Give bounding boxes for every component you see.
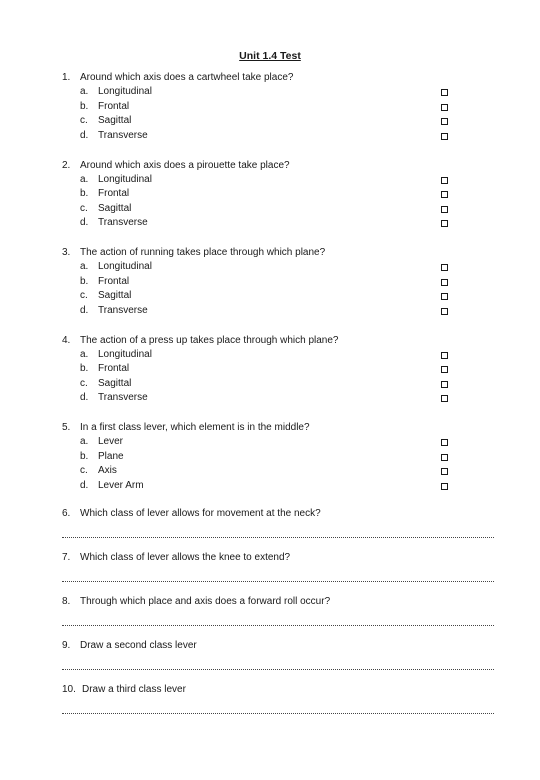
option-letter: a. <box>80 261 89 273</box>
option-letter: d. <box>80 217 89 229</box>
option-3-b <box>80 276 129 288</box>
option-letter: a. <box>80 436 89 448</box>
question-number: 6. <box>62 508 71 519</box>
option-1-a <box>80 86 152 98</box>
answer-checkbox[interactable] <box>441 177 448 184</box>
answer-checkbox[interactable] <box>441 308 448 315</box>
question-10 <box>62 684 186 696</box>
option-3-a <box>80 261 152 273</box>
option-2-d <box>80 217 148 229</box>
answer-checkbox[interactable] <box>441 191 448 198</box>
answer-checkbox[interactable] <box>441 454 448 461</box>
option-letter: b. <box>80 100 89 112</box>
answer-checkbox[interactable] <box>441 279 448 286</box>
option-label: Longitudinal <box>98 173 152 185</box>
answer-checkbox[interactable] <box>441 366 448 373</box>
option-4-d <box>80 392 148 404</box>
question-number: 4. <box>62 334 71 346</box>
option-label: Transverse <box>98 217 148 229</box>
option-label: Sagittal <box>98 202 132 214</box>
question-text: Through which place and axis does a forward roll occur? <box>80 596 331 607</box>
answer-checkbox[interactable] <box>441 133 448 140</box>
option-label: Lever Arm <box>98 479 144 491</box>
option-letter: d. <box>80 129 89 141</box>
option-label: Longitudinal <box>98 348 152 360</box>
answer-checkbox[interactable] <box>441 381 448 388</box>
option-label: Axis <box>98 465 117 477</box>
option-letter: c. <box>80 115 88 127</box>
option-letter: d. <box>80 304 89 316</box>
option-label: Frontal <box>98 275 130 287</box>
option-label: Longitudinal <box>98 86 152 98</box>
option-label: Frontal <box>98 363 130 375</box>
option-label: Sagittal <box>98 290 132 302</box>
option-letter: c. <box>80 290 88 302</box>
option-letter: b. <box>80 450 89 462</box>
option-label: Transverse <box>98 392 148 404</box>
answer-checkbox[interactable] <box>441 89 448 96</box>
option-letter: c. <box>80 202 88 214</box>
question-number: 3. <box>62 247 71 258</box>
option-2-c <box>80 203 131 215</box>
question-text: Which class of lever allows the knee to extend? <box>80 552 291 563</box>
option-letter: b. <box>80 363 89 375</box>
option-3-c <box>80 290 131 302</box>
question-8 <box>62 596 330 608</box>
option-5-d <box>80 480 144 492</box>
answer-checkbox[interactable] <box>441 468 448 475</box>
option-label: Lever <box>98 436 124 448</box>
answer-checkbox[interactable] <box>441 395 448 402</box>
question-number: 9. <box>62 640 71 651</box>
option-letter: a. <box>80 173 89 185</box>
option-letter: b. <box>80 275 89 287</box>
option-letter: d. <box>80 479 89 491</box>
answer-line[interactable] <box>62 713 494 714</box>
question-number: 2. <box>62 159 71 171</box>
question-text: The action of running takes place through which plane? <box>80 247 326 258</box>
answer-checkbox[interactable] <box>441 118 448 125</box>
option-4-a <box>80 349 152 361</box>
question-text: The action of a press up takes place through which plane? <box>80 334 339 346</box>
option-label: Plane <box>98 450 124 462</box>
option-3-d <box>80 305 148 317</box>
question-text: Around which axis does a cartwheel take place? <box>80 72 294 83</box>
option-label: Sagittal <box>98 115 132 127</box>
option-letter: c. <box>80 377 88 389</box>
option-label: Longitudinal <box>98 261 152 273</box>
option-label: Frontal <box>98 100 130 112</box>
answer-checkbox[interactable] <box>441 206 448 213</box>
option-label: Sagittal <box>98 377 132 389</box>
question-7 <box>62 552 290 564</box>
option-label: Frontal <box>98 188 130 200</box>
question-text: Draw a second class lever <box>80 640 197 651</box>
answer-checkbox[interactable] <box>441 352 448 359</box>
option-1-c <box>80 115 131 127</box>
question-number: 8. <box>62 596 71 607</box>
option-1-b <box>80 101 129 113</box>
question-5 <box>62 422 310 434</box>
option-letter: c. <box>80 465 88 477</box>
answer-checkbox[interactable] <box>441 439 448 446</box>
option-letter: a. <box>80 86 89 98</box>
question-text: Around which axis does a pirouette take place? <box>80 159 290 171</box>
option-2-b <box>80 188 129 200</box>
answer-checkbox[interactable] <box>441 220 448 227</box>
option-4-c <box>80 378 131 390</box>
question-3 <box>62 247 325 259</box>
question-6 <box>62 508 321 520</box>
question-number: 7. <box>62 552 71 563</box>
page-title: Unit 1.4 Test <box>239 50 301 62</box>
option-label: Transverse <box>98 304 148 316</box>
option-1-d <box>80 130 148 142</box>
answer-line[interactable] <box>62 581 494 582</box>
answer-line[interactable] <box>62 537 494 538</box>
question-1 <box>62 72 293 84</box>
question-number: 5. <box>62 422 71 433</box>
option-letter: a. <box>80 348 89 360</box>
option-5-b <box>80 451 124 463</box>
option-letter: b. <box>80 188 89 200</box>
question-number: 10. <box>62 684 76 695</box>
option-2-a <box>80 174 152 186</box>
option-5-c <box>80 465 117 477</box>
answer-line[interactable] <box>62 625 494 626</box>
question-text: Draw a third class lever <box>82 684 186 695</box>
question-text: Which class of lever allows for movement at the neck? <box>80 508 321 519</box>
option-label: Transverse <box>98 129 148 141</box>
option-letter: d. <box>80 392 89 404</box>
option-4-b <box>80 363 129 375</box>
question-number: 1. <box>62 72 71 83</box>
question-text: In a first class lever, which element is in the middle? <box>80 422 310 433</box>
answer-checkbox[interactable] <box>441 483 448 490</box>
answer-checkbox[interactable] <box>441 104 448 111</box>
question-9 <box>62 640 197 652</box>
answer-checkbox[interactable] <box>441 264 448 271</box>
option-5-a <box>80 436 123 448</box>
question-2 <box>62 160 290 172</box>
question-4 <box>62 335 339 347</box>
answer-checkbox[interactable] <box>441 293 448 300</box>
answer-line[interactable] <box>62 669 494 670</box>
